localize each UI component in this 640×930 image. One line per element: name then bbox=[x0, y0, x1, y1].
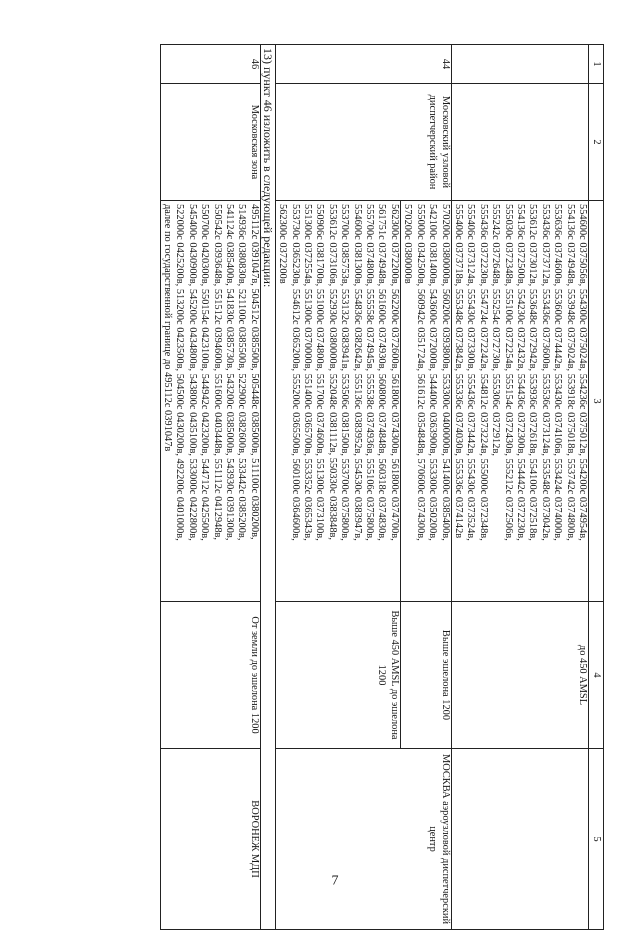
coordinate-line: 541124с 0385400в, 541830с 0385730в, 543200с 0385000в, 543930с 0391300в, bbox=[224, 204, 236, 541]
coordinate-line: далее по государственной границе до 495112с 0391047в bbox=[162, 204, 173, 452]
coordinates-cell bbox=[451, 201, 588, 602]
header-col-5: 5 bbox=[589, 749, 604, 930]
coordinate-line: 553636с 0374600в, 553600с 0374442в, 553430с 0374106в, 553424с 0374000в, bbox=[552, 204, 564, 541]
coordinate-line: 495112с 0391047в, 504512с 0385500в, 505448с 0385000в, 511100с 0380200в, bbox=[248, 204, 260, 540]
coordinate-line: 554136с 0374948в, 553948с 0375024в, 553918с 0375018в, 553742с 0374800в, bbox=[564, 204, 576, 541]
coordinate-line: 561751с 0374948в, 561600с 0374930в, 560800с 0374848в, 560318с 0374830в, bbox=[376, 204, 388, 541]
amendment-clause: 13) пункт 46 изложить в следующей редакции: bbox=[260, 45, 275, 930]
table-row-top-continuation bbox=[451, 45, 588, 930]
coordinate-line: 553730с 0365230в, 554612с 0365200в, 555200с 0365500в, 560100с 0364600в, bbox=[289, 204, 301, 541]
coordinate-line: 553436с 0373712в, 553436с 0373600в, 553536с 0373124в, 553548с 0373042в, bbox=[539, 204, 551, 541]
table-row-46 bbox=[160, 45, 260, 930]
coordinate-line: 553700с 0385753в, 553132с 0383941в, 553506с 0381500в, 553700с 0375800в, bbox=[339, 204, 351, 541]
coordinate-line: 555700с 0374800в, 555558с 0374945в, 555538с 0374936в, 555106с 0375800в, bbox=[364, 204, 376, 541]
control-center-cell: МОСКВА аэроузловой диспетчерский центр bbox=[275, 749, 451, 930]
header-col-4: 4 bbox=[589, 602, 604, 749]
coordinate-line: 514936с 0380830в, 521100с 0385500в, 522900с 0382600в, 533442с 0385200в, bbox=[236, 204, 248, 541]
coordinate-line: 542100с 0381400в, 543600с 0372000в, 544400с 0363900в, 553300с 0350200в, bbox=[427, 204, 439, 541]
coordinate-line: 555030с 0372348в, 555100с 0372254в, 555154с 0372430в, 555212с 0372506в, bbox=[502, 204, 514, 541]
control-center-cell: ВОРОНЕЖ МДП bbox=[160, 749, 260, 930]
coordinate-line: 522000с 0425200в, 513200с 0423500в, 504500с 0430200в, 492200с 0401000в, bbox=[174, 204, 186, 541]
altitude-cell: до 450 AMSL bbox=[451, 602, 588, 749]
coordinate-line: 554600с 0381300в, 554836с 0382642в, 555136с 0383952в, 554530с 0383947в, bbox=[351, 204, 363, 541]
row-number: 46 bbox=[160, 45, 260, 84]
altitude-cell: Выше 450 AMSL до эшелона 1200 bbox=[275, 602, 400, 749]
clause-row bbox=[260, 45, 275, 930]
altitude-cell: От земли до эшелона 1200 bbox=[160, 602, 260, 749]
zone-name: Московский узловой диспетчерский район bbox=[275, 84, 451, 201]
airspace-table bbox=[160, 44, 604, 930]
table-row-44 bbox=[400, 45, 451, 930]
coordinate-line: 555406с 0373124в, 555430с 0373300в, 555436с 0373442в, 555430с 0373524в, bbox=[465, 204, 477, 541]
coordinate-line: 550542с 0393648в, 551512с 0394600в, 551600с 0403448в, 551112с 0412948в, bbox=[211, 204, 223, 541]
table-header-row bbox=[589, 45, 604, 930]
coordinates-cell bbox=[160, 201, 260, 602]
coordinate-line: 545400с 0430900в, 545200с 0434800в, 543800с 0435100в, 533000с 0422800в, bbox=[186, 204, 198, 541]
coordinate-line: 553612с 0373106в, 552930с 0380000в, 552048с 0381112в, 550330с 0383848в, bbox=[326, 204, 338, 541]
page-number: 7 bbox=[331, 873, 339, 889]
coordinate-line: 555400с 0373718в, 555348с 0373842в, 555336с 0374030в, 555336с 0374142в bbox=[452, 204, 464, 539]
coordinate-line: 570200с 0380000в bbox=[402, 204, 414, 284]
zone-name: Московская зона bbox=[160, 84, 260, 201]
coordinates-cell bbox=[400, 201, 451, 602]
row-number: 44 bbox=[275, 45, 451, 84]
coordinate-line: 550906с 0381700в, 551000с 0374800в, 551700с 0374600в, 551300с 0373100в, bbox=[314, 204, 326, 541]
header-col-3: 3 bbox=[589, 201, 604, 602]
coordinate-line: 562300с 0372200в, 562200с 0372600в, 561800с 0374300в, 561800с 0374700в, bbox=[388, 204, 400, 541]
coordinate-line: 551300с 0372554в, 551300с 0370000в, 551400с 0365700в, 553352с 0365343в, bbox=[302, 204, 314, 541]
coordinate-line: 555242с 0372648в, 555254с 0372730в, 555306с 0372912в, bbox=[490, 204, 502, 456]
header-col-2: 2 bbox=[589, 84, 604, 201]
coordinate-line: 570200с 0380000в, 560200с 0393800в, 553300с 0400000в, 541400с 0385400в, bbox=[439, 204, 451, 541]
coordinate-line: 554600с 0375056в, 554300с 0375024в, 554236с 0375012в, 554200с 0374954в, bbox=[577, 204, 588, 541]
header-col-1: 1 bbox=[589, 45, 604, 84]
coordinate-line: 554136с 0372500в, 554230с 0372432в, 554436с 0372300в, 554442с 0372230в, bbox=[514, 204, 526, 541]
coordinate-line: 562300с 0372200в bbox=[277, 204, 289, 284]
altitude-cell: Выше эшелона 1200 bbox=[400, 602, 451, 749]
coordinate-line: 555436с 0372230в, 554724с 0372242в, 554812с 0373224в, 555000с 0372348в, bbox=[477, 204, 489, 541]
coordinate-line: 550700с 0420300в, 550154с 0423100в, 544942с 0423200в, 544712с 0425500в, bbox=[199, 204, 211, 541]
coordinates-cell bbox=[275, 201, 400, 602]
coordinate-line: 553612с 0373012в, 553648с 0372942в, 553936с 0372618в, 554100с 0372518в, bbox=[527, 204, 539, 541]
coordinate-line: 555000с 0342500в, 560942с 0351724в, 561612с 0354848в, 570600с 0374300в, bbox=[414, 204, 426, 541]
